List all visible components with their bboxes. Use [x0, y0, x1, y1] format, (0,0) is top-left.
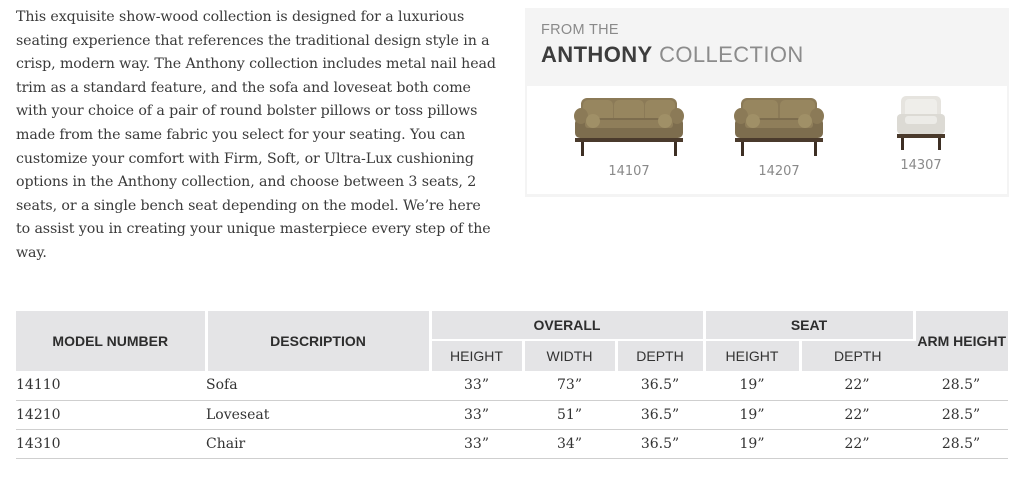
overall-height-cell: 33”: [430, 400, 523, 429]
model-number-cell: 14210: [16, 400, 206, 429]
description-cell: Loveseat: [206, 400, 430, 429]
collection-suffix: COLLECTION: [659, 42, 804, 67]
header-overall: OVERALL: [430, 311, 704, 340]
product-chair[interactable]: [881, 94, 961, 173]
collection-card: [525, 8, 1009, 197]
seat-depth-cell: 22”: [800, 371, 914, 400]
overall-depth-cell: 36.5”: [616, 371, 704, 400]
header-model-number: MODEL NUMBER: [16, 311, 206, 371]
overall-height-cell: 33”: [430, 371, 523, 400]
product-number: 14107: [608, 164, 650, 179]
overall-width-cell: 73”: [523, 371, 616, 400]
header-overall-height: HEIGHT: [430, 340, 523, 371]
loveseat-image: [731, 94, 827, 158]
seat-height-cell: 19”: [704, 429, 800, 458]
collection-title: [541, 42, 804, 68]
arm-height-cell: 28.5”: [914, 371, 1008, 400]
description-cell: Chair: [206, 429, 430, 458]
header-seat: SEAT: [704, 311, 914, 340]
seat-depth-cell: 22”: [800, 400, 914, 429]
seat-depth-cell: 22”: [800, 429, 914, 458]
collection-name: ANTHONY: [541, 42, 653, 67]
specifications-table: [16, 311, 1008, 459]
header-arm-height: ARM HEIGHT: [914, 311, 1008, 371]
table-row: [16, 429, 1008, 458]
arm-height-cell: 28.5”: [914, 400, 1008, 429]
model-number-cell: 14110: [16, 371, 206, 400]
table-row: [16, 400, 1008, 429]
seat-height-cell: 19”: [704, 400, 800, 429]
product-loveseat[interactable]: [721, 94, 837, 179]
product-sofa[interactable]: [569, 94, 689, 179]
chair-image: [895, 94, 947, 152]
header-seat-height: HEIGHT: [704, 340, 800, 371]
header-seat-depth: DEPTH: [800, 340, 914, 371]
overall-depth-cell: 36.5”: [616, 429, 704, 458]
header-overall-depth: DEPTH: [616, 340, 704, 371]
product-number: 14207: [758, 164, 800, 179]
collection-description: This exquisite show-wood collection is designed for a luxurious seating experience that references the traditional design style in a crisp, modern way. The Anthony collection includes metal nail head trim as a standard feature, and the sofa and loveseat both come with your choice of a pair of round bolster pillows or toss pillows made from the same fabric you select for your seating. You can customize your comfort with Firm, Soft, or Ultra-Lux cushioning options in the Anthony collection, and choose between 3 seats, 2 seats, or a single bench seat depending on the model. We’re here to assist you in creating your unique masterpiece every step of the way.: [16, 9, 496, 261]
overall-width-cell: 51”: [523, 400, 616, 429]
overall-width-cell: 34”: [523, 429, 616, 458]
description-cell: Sofa: [206, 371, 430, 400]
sofa-image: [571, 94, 687, 158]
overall-depth-cell: 36.5”: [616, 400, 704, 429]
overall-height-cell: 33”: [430, 429, 523, 458]
header-description: DESCRIPTION: [206, 311, 430, 371]
product-number: 14307: [900, 158, 942, 173]
seat-height-cell: 19”: [704, 371, 800, 400]
arm-height-cell: 28.5”: [914, 429, 1008, 458]
header-overall-width: WIDTH: [523, 340, 616, 371]
model-number-cell: 14310: [16, 429, 206, 458]
collection-prefix: FROM THE: [541, 22, 619, 38]
table-row: [16, 371, 1008, 400]
